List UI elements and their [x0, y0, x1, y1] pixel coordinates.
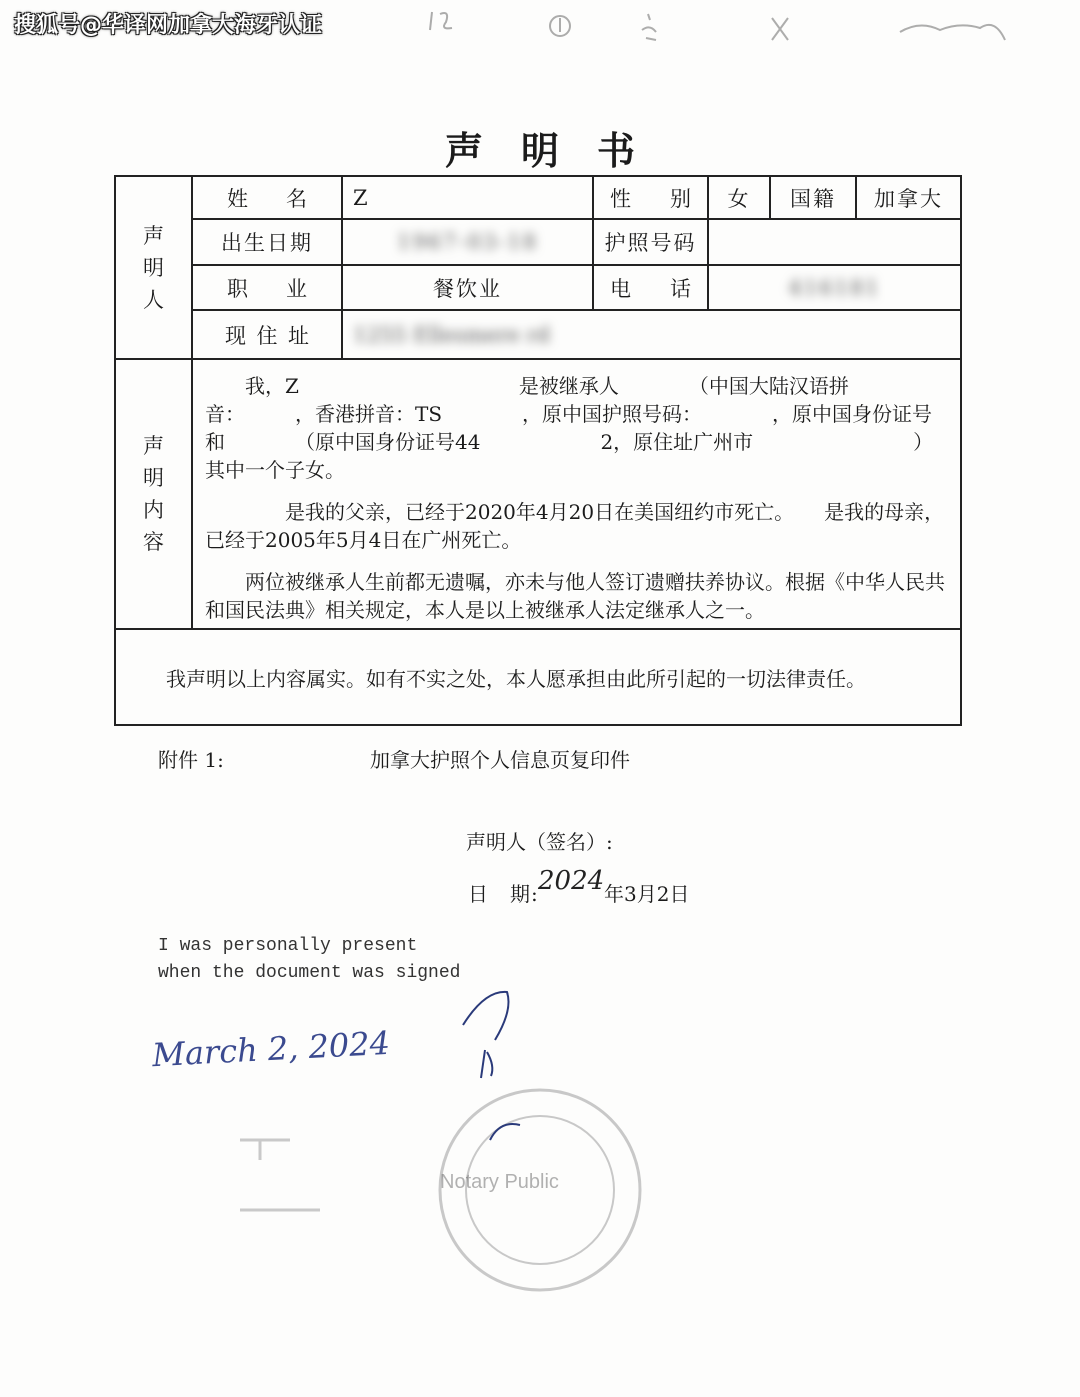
- notary-stamp: [200, 1080, 700, 1320]
- attachment-label: 附件 1:: [158, 748, 224, 772]
- truth-declaration: 我声明以上内容属实。如有不实之处，本人愿承担由此所引起的一切法律责任。: [115, 629, 961, 725]
- content-paragraph-1: 我，Z 是被继承人 （中国大陆汉语拼音： ，香港拼音：TS ，原中国护照号码： ，原中国身份证号 和 （原中国身份证号44 2，原住址广州市 ）其中一个子女。: [205, 374, 1053, 482]
- gender-value: 女: [708, 176, 770, 219]
- nationality-label: 国籍: [770, 176, 856, 219]
- date-label: 日 期:: [468, 882, 539, 906]
- occupation-value: 餐饮业: [342, 265, 593, 310]
- notary-statement-line-1: I was personally present: [158, 936, 418, 956]
- name-value: Z: [342, 176, 593, 219]
- passport-value: [708, 219, 961, 265]
- name-label: 姓 名: [192, 176, 342, 219]
- phone-label: 电 话: [593, 265, 708, 310]
- document-title: 声明书: [444, 128, 673, 173]
- content-paragraph-2: 是我的父亲，已经于2020年4月20日在美国纽约市死亡。 是我的母亲，已经于2005年5月4日在广州死亡。: [205, 500, 945, 552]
- top-margin-annotations: [380, 0, 1080, 60]
- gender-label: 性 别: [593, 176, 708, 219]
- dob-label: 出生日期: [192, 219, 342, 265]
- content-paragraph-3: 两位被继承人生前都无遗嘱，亦未与他人签订遗赠扶养协议。根据《中华人民共和国民法典》相关规定，本人是以上被继承人法定继承人之一。: [205, 570, 945, 622]
- notary-statement-line-2: when the document was signed: [158, 963, 461, 983]
- date-handwritten-year: 2024: [538, 866, 605, 896]
- declaration-content: [192, 359, 1053, 629]
- declaration-form-table: [114, 175, 1053, 726]
- dob-value: 1967-03-18: [342, 219, 593, 265]
- notary-handwritten-date: March 2, 2024: [151, 1023, 391, 1075]
- address-value: 1255 Ellesmere rd: [342, 310, 961, 359]
- passport-label: 护照号码: [593, 219, 708, 265]
- nationality-value: 加拿大: [856, 176, 961, 219]
- phone-value: 416181: [708, 265, 961, 310]
- stamp-label: Notary Public: [440, 1171, 559, 1193]
- content-section-label: 声 明 内 容: [115, 359, 192, 629]
- date-suffix: 年3月2日: [604, 882, 690, 906]
- signer-label: 声明人（签名）:: [466, 830, 613, 854]
- declarant-section-label: 声 明 人: [115, 176, 192, 359]
- occupation-label: 职 业: [192, 265, 342, 310]
- watermark-text: 搜狐号@华译网加拿大海牙认证: [14, 13, 323, 38]
- attachment-value: 加拿大护照个人信息页复印件: [370, 748, 630, 772]
- signature-stroke: [455, 980, 535, 1090]
- address-label: 现 住 址: [192, 310, 342, 359]
